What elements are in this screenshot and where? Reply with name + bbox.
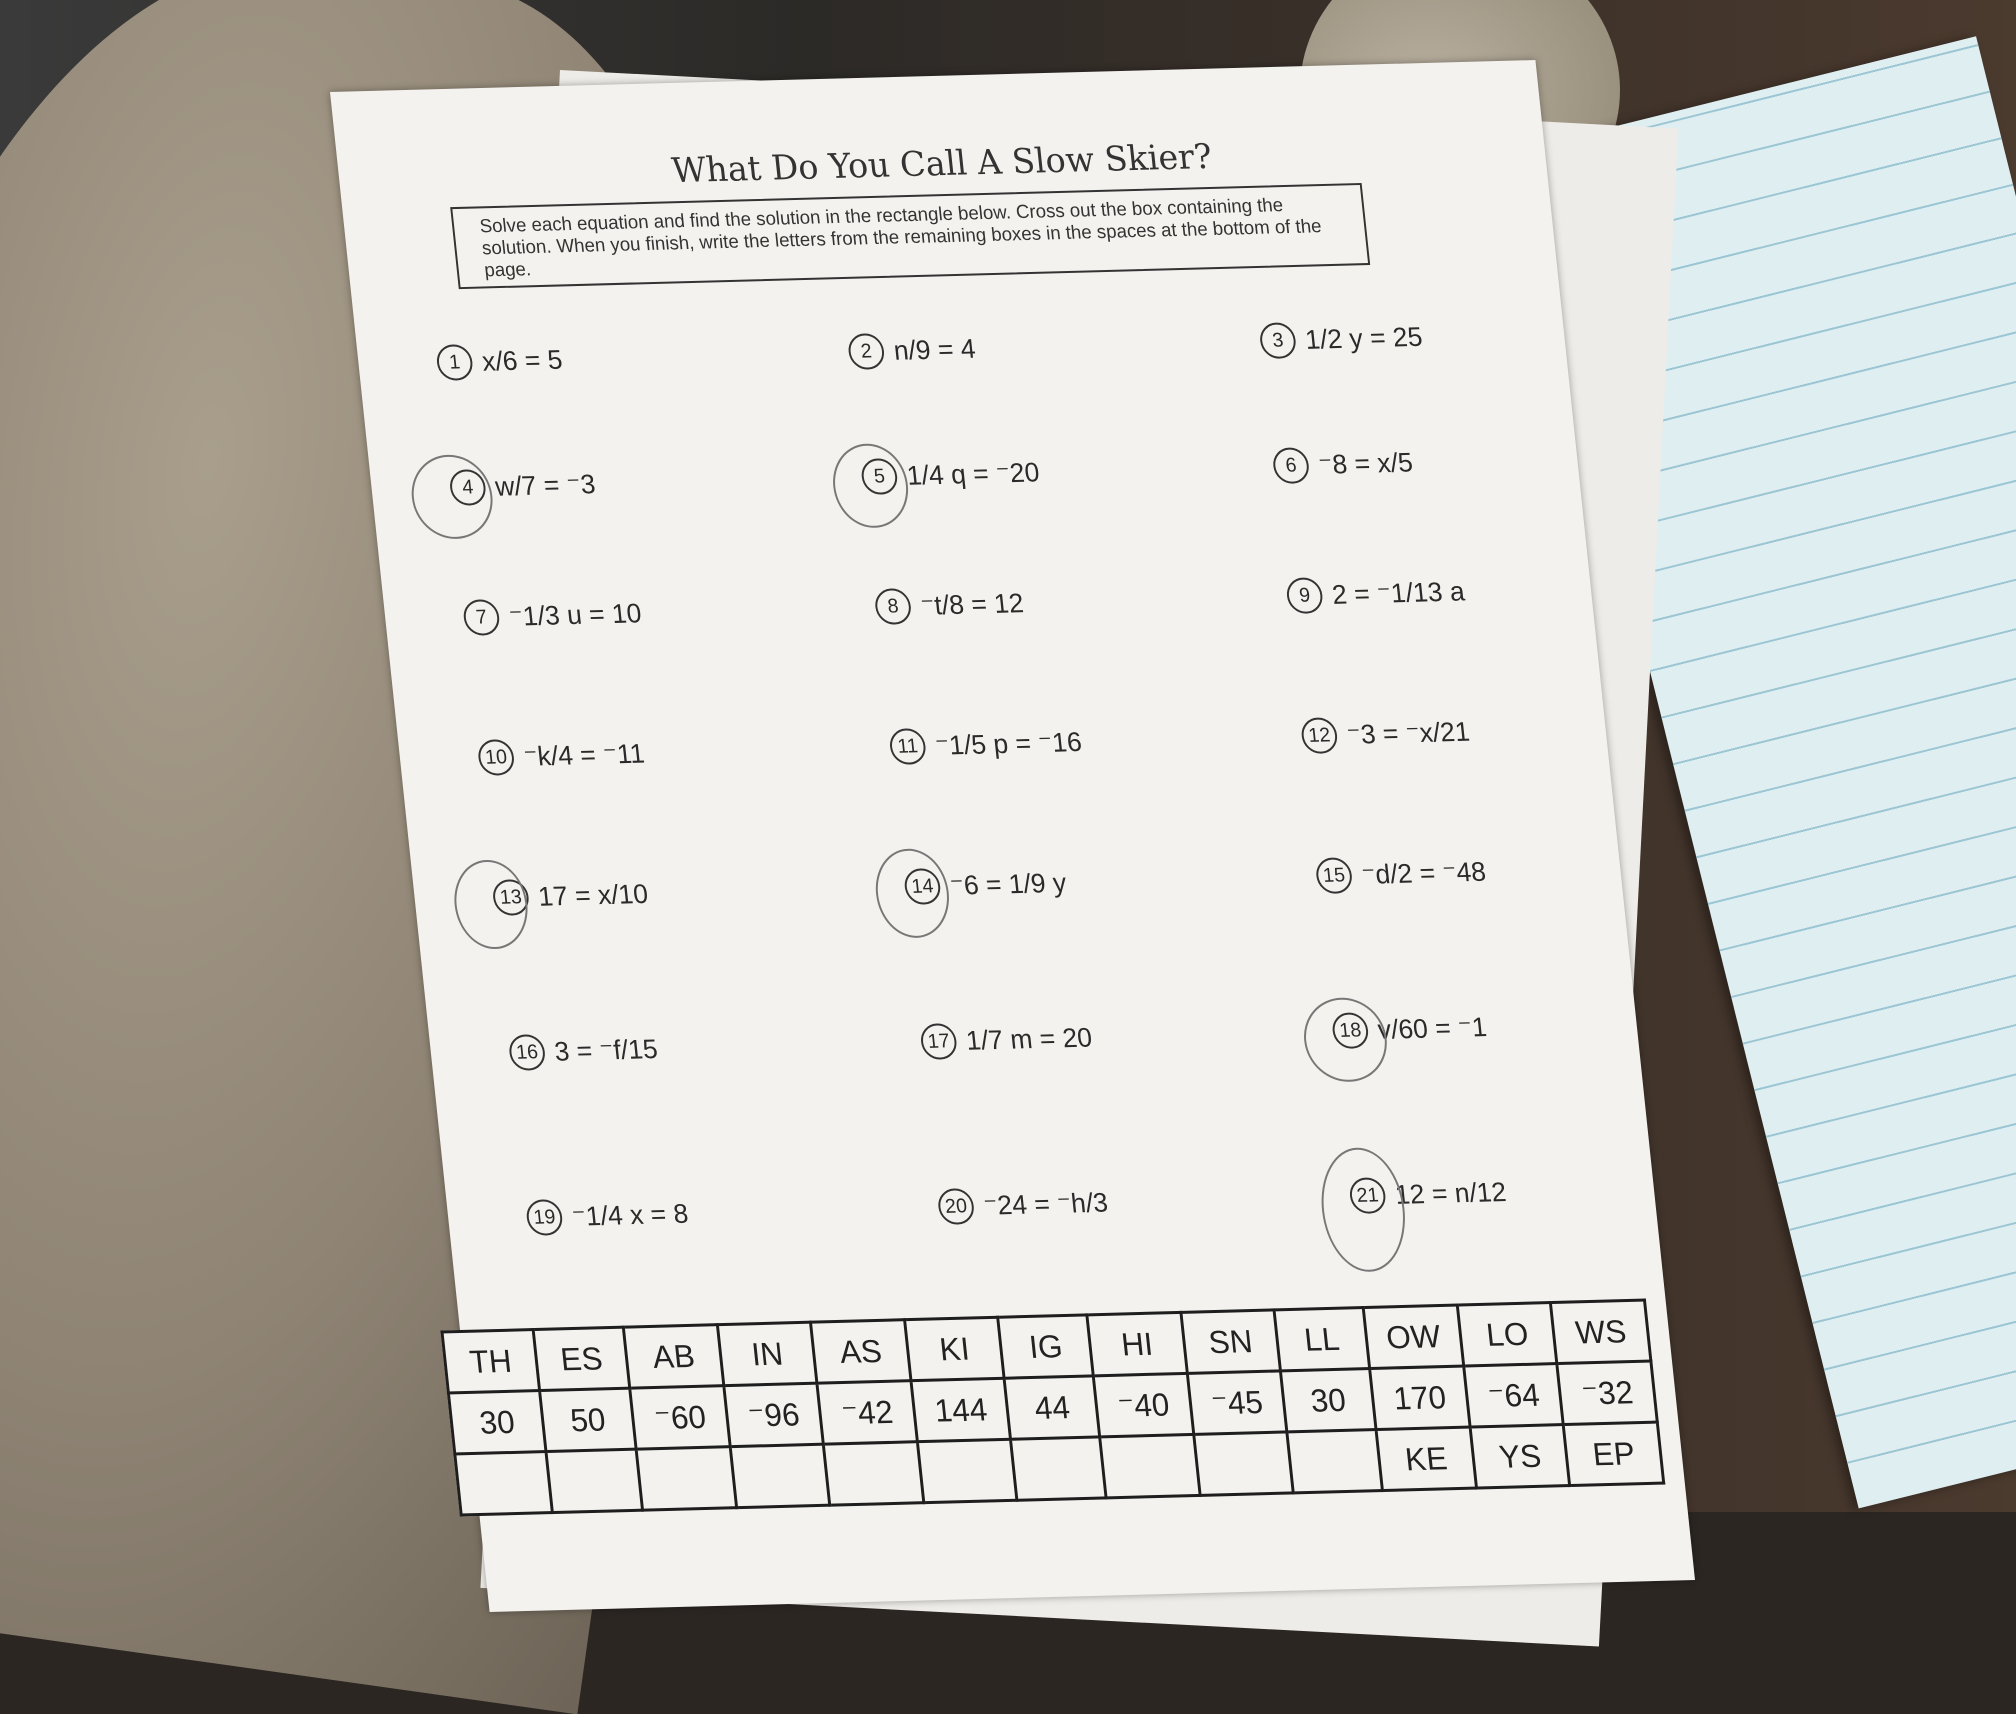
equation: 2 = ⁻1/13 a (1330, 575, 1467, 610)
answer-letter: LL (1274, 1308, 1369, 1371)
answer-value: ⁻96 (724, 1383, 824, 1446)
problem-number: 5 (860, 458, 899, 495)
problem (888, 724, 1083, 765)
problem-number: 8 (874, 588, 913, 625)
problem (1272, 444, 1415, 484)
answer-value: ⁻64 (1464, 1364, 1564, 1427)
answer-letter: LO (1457, 1303, 1557, 1366)
problem (462, 595, 643, 636)
problem-number: 13 (491, 879, 530, 916)
pencil-circle (1300, 997, 1391, 1083)
problem (847, 331, 978, 370)
problem (1300, 714, 1472, 754)
worksheet-title: What Do You Call A Slow Skier? (669, 136, 1214, 192)
pencil-circle (408, 454, 497, 540)
equation: 1/7 m = 20 (964, 1021, 1094, 1056)
equation: 1/2 y = 25 (1303, 321, 1424, 355)
answer-letter: WS (1551, 1300, 1651, 1363)
equation: ⁻1/5 p = ⁻16 (933, 726, 1084, 761)
problem-number: 12 (1300, 717, 1339, 754)
answer-value: 30 (448, 1391, 545, 1454)
pencil-circle (450, 859, 532, 950)
answer-letter (546, 1449, 643, 1512)
equation: n/9 = 4 (892, 333, 977, 366)
problem (1315, 854, 1488, 894)
worksheet (330, 60, 1695, 1612)
problem-number: 1 (435, 344, 474, 381)
answer-letter: YS (1470, 1425, 1570, 1488)
equation: ⁻3 = ⁻x/21 (1345, 716, 1472, 750)
answer-letter: KI (904, 1317, 1004, 1380)
equation: 12 = n/12 (1393, 1176, 1508, 1210)
problem-number: 18 (1331, 1012, 1370, 1049)
problem-number: 11 (888, 728, 927, 765)
answer-letter: KE (1376, 1427, 1477, 1491)
answer-letter: IG (998, 1315, 1093, 1378)
answer-letter: AB (624, 1325, 724, 1388)
problem-number: 2 (847, 333, 886, 370)
problem-number: 17 (919, 1023, 958, 1060)
answer-value: ⁻40 (1093, 1373, 1193, 1436)
instructions-box: Solve each equation and find the solution in the rectangle below. Cross out the box containing the solution. When you finish, write the letters from the remaining boxes in the spaces at the bottom of the page. (450, 183, 1370, 289)
equation: ⁻8 = x/5 (1316, 446, 1415, 480)
answer-value: ⁻42 (817, 1381, 917, 1444)
problem (919, 1019, 1094, 1060)
equation: 17 = x/10 (536, 878, 650, 912)
equation: ⁻1/4 x = 8 (570, 1198, 690, 1232)
equation: w/7 = ⁻3 (493, 468, 597, 502)
answer-letter: SN (1181, 1310, 1281, 1373)
problem-number: 16 (508, 1034, 547, 1071)
answer-letter (1193, 1432, 1293, 1495)
pencil-circle (1316, 1147, 1411, 1273)
answer-letter (1011, 1437, 1106, 1500)
equation: ⁻6 = 1/9 y (948, 867, 1068, 901)
problem (1285, 573, 1466, 614)
problem-number: 9 (1285, 577, 1324, 614)
problem (874, 585, 1026, 625)
equation: ⁻k/4 = ⁻11 (521, 738, 647, 772)
problem (435, 342, 564, 381)
pencil-circle (871, 848, 953, 939)
problem-number: 14 (903, 868, 942, 905)
problem-number: 10 (477, 739, 516, 776)
answer-letter: ES (533, 1327, 630, 1390)
problem-number: 7 (462, 599, 501, 636)
answer-table (440, 1299, 1665, 1517)
answer-value: 50 (539, 1388, 636, 1451)
problem (937, 1185, 1110, 1225)
equation: ⁻1/3 u = 10 (507, 597, 643, 632)
problem (525, 1196, 690, 1236)
problem-number: 20 (937, 1188, 976, 1225)
answer-letter: OW (1363, 1305, 1464, 1369)
equation: ⁻24 = ⁻h/3 (981, 1187, 1110, 1221)
equation: ⁻t/8 = 12 (918, 587, 1026, 621)
answer-value: ⁻60 (630, 1386, 730, 1449)
answer-letter (917, 1439, 1017, 1502)
answer-value: 144 (911, 1378, 1011, 1441)
answer-letter (730, 1444, 830, 1507)
problem-number: 21 (1348, 1177, 1387, 1214)
answer-letter (1100, 1434, 1200, 1497)
equation: v/60 = ⁻1 (1376, 1011, 1489, 1045)
answer-letter: IN (717, 1322, 817, 1385)
problem-number: 4 (448, 469, 487, 506)
problem-number: 6 (1272, 447, 1311, 484)
answer-value: ⁻45 (1187, 1371, 1287, 1434)
answer-letter (637, 1447, 737, 1510)
answer-letter (824, 1442, 924, 1505)
answer-letter: AS (811, 1320, 911, 1383)
equation: 3 = ⁻f/15 (552, 1033, 660, 1067)
problem (477, 736, 647, 776)
problem-number: 19 (525, 1199, 564, 1236)
equation: ⁻d/2 = ⁻48 (1359, 856, 1488, 890)
problem-number: 3 (1258, 322, 1297, 359)
answer-value: 170 (1369, 1366, 1470, 1430)
problem (508, 1031, 660, 1071)
answer-letter: TH (442, 1330, 539, 1393)
equation: 1/4 q = ⁻20 (905, 456, 1041, 491)
answer-letter (455, 1452, 552, 1515)
answer-letter: HI (1087, 1312, 1187, 1375)
answer-value: ⁻32 (1557, 1361, 1657, 1424)
answer-value: 30 (1281, 1369, 1376, 1432)
equation: x/6 = 5 (480, 344, 564, 377)
answer-letter (1287, 1430, 1382, 1493)
problem (1258, 319, 1424, 359)
answer-letter: EP (1564, 1422, 1664, 1485)
problem-number: 15 (1315, 857, 1354, 894)
answer-value: 44 (1005, 1376, 1100, 1439)
pencil-circle (829, 443, 912, 529)
